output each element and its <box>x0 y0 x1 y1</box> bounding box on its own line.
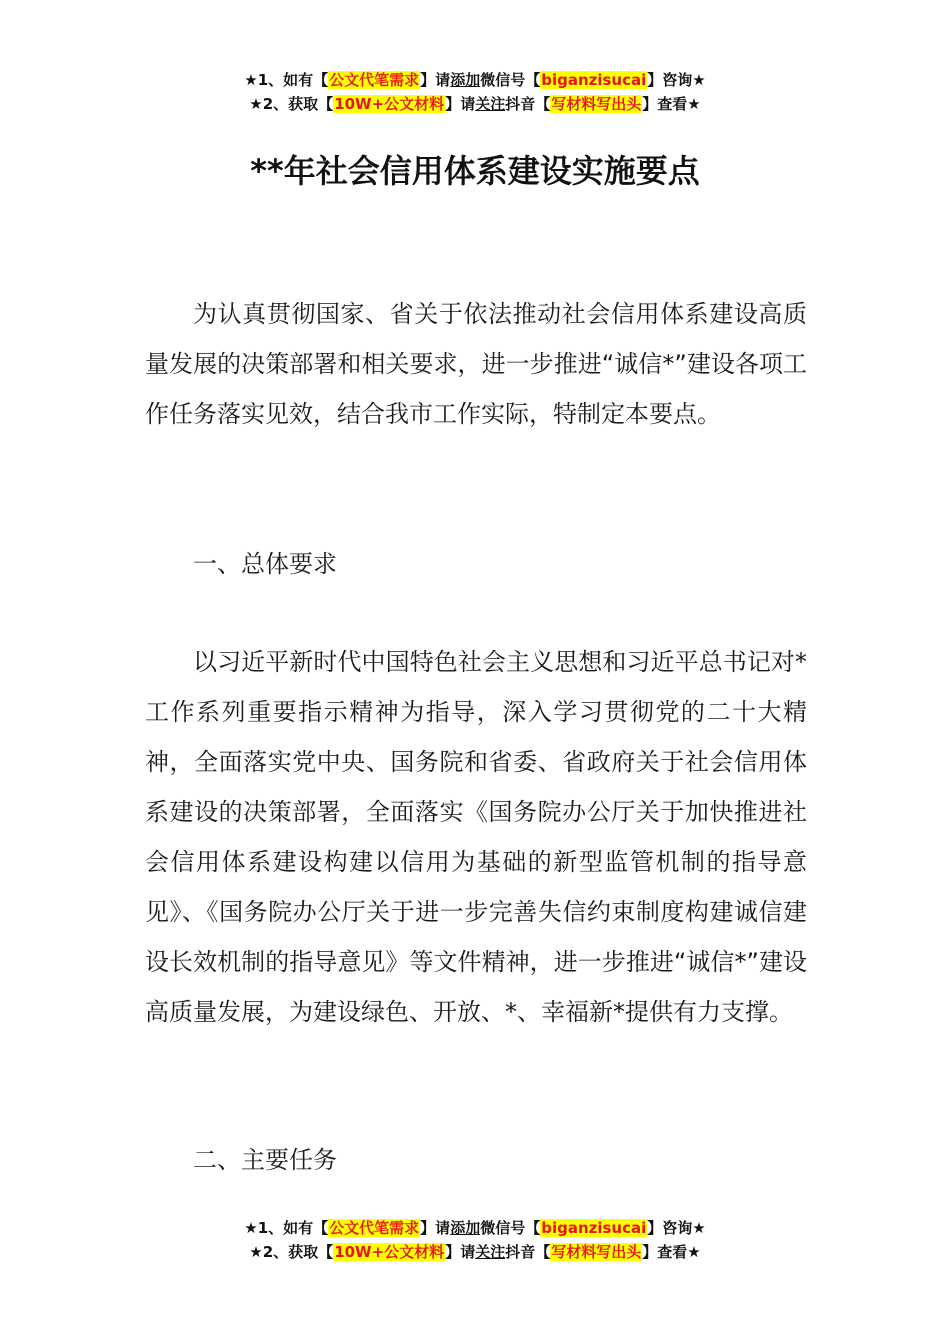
general-requirements-paragraph: 以习近平新时代中国特色社会主义思想和习近平总书记对*工作系列重要指示精神为指导，深入学习贯彻党的二十大精神，全面落实党中央、国务院和省委、省政府关于社会信用体系建设的决策部署，全面落实《国务院办公厅关于加快推进社会信用体系建设构建以信用为基础的新型监管机制的指导意见》、《国务院办公厅关于进一步完善失信约束制度构建诚信建设长效机制的指导意见》等文件精神，进一步推进“诚信*”建设高质量发展，为建设绿色、开放、*、幸福新*提供有力支撑。 <box>145 648 807 1026</box>
promo-line-1: ★1、如有【公文代笔需求】请添加微信号【biganzisucai】咨询★ <box>244 71 706 89</box>
promo-line-2: ★2、获取【10W+公文材料】请关注抖音【写材料写出头】查看★ <box>249 1243 701 1261</box>
highlight-wechat-id: biganzisucai <box>541 71 647 89</box>
highlight-service: 公文代笔需求 <box>329 1219 420 1237</box>
underlined-add: 添加 <box>450 1219 481 1237</box>
underlined-follow: 关注 <box>475 1243 506 1261</box>
footer-promo-banner <box>0 1216 950 1264</box>
highlight-douyin: 写材料写出头 <box>551 1243 642 1261</box>
highlight-materials: 10W+公文材料 <box>334 1243 445 1261</box>
underlined-add: 添加 <box>450 71 481 89</box>
underlined-follow: 关注 <box>475 95 506 113</box>
highlight-materials: 10W+公文材料 <box>334 95 445 113</box>
section-heading-general-requirements: 一、总体要求 <box>193 550 337 578</box>
section-heading-main-tasks: 二、主要任务 <box>193 1146 337 1174</box>
promo-line-2: ★2、获取【10W+公文材料】请关注抖音【写材料写出头】查看★ <box>249 95 701 113</box>
highlight-wechat-id: biganzisucai <box>541 1219 647 1237</box>
document-title: **年社会信用体系建设实施要点 <box>250 152 700 190</box>
highlight-douyin: 写材料写出头 <box>551 95 642 113</box>
intro-paragraph: 为认真贯彻国家、省关于依法推动社会信用体系建设高质量发展的决策部署和相关要求，进一步推进“诚信*”建设各项工作任务落实见效，结合我市工作实际，特制定本要点。 <box>145 300 807 428</box>
highlight-service: 公文代笔需求 <box>329 71 420 89</box>
promo-line-1: ★1、如有【公文代笔需求】请添加微信号【biganzisucai】咨询★ <box>244 1219 706 1237</box>
header-promo-banner <box>0 68 950 116</box>
